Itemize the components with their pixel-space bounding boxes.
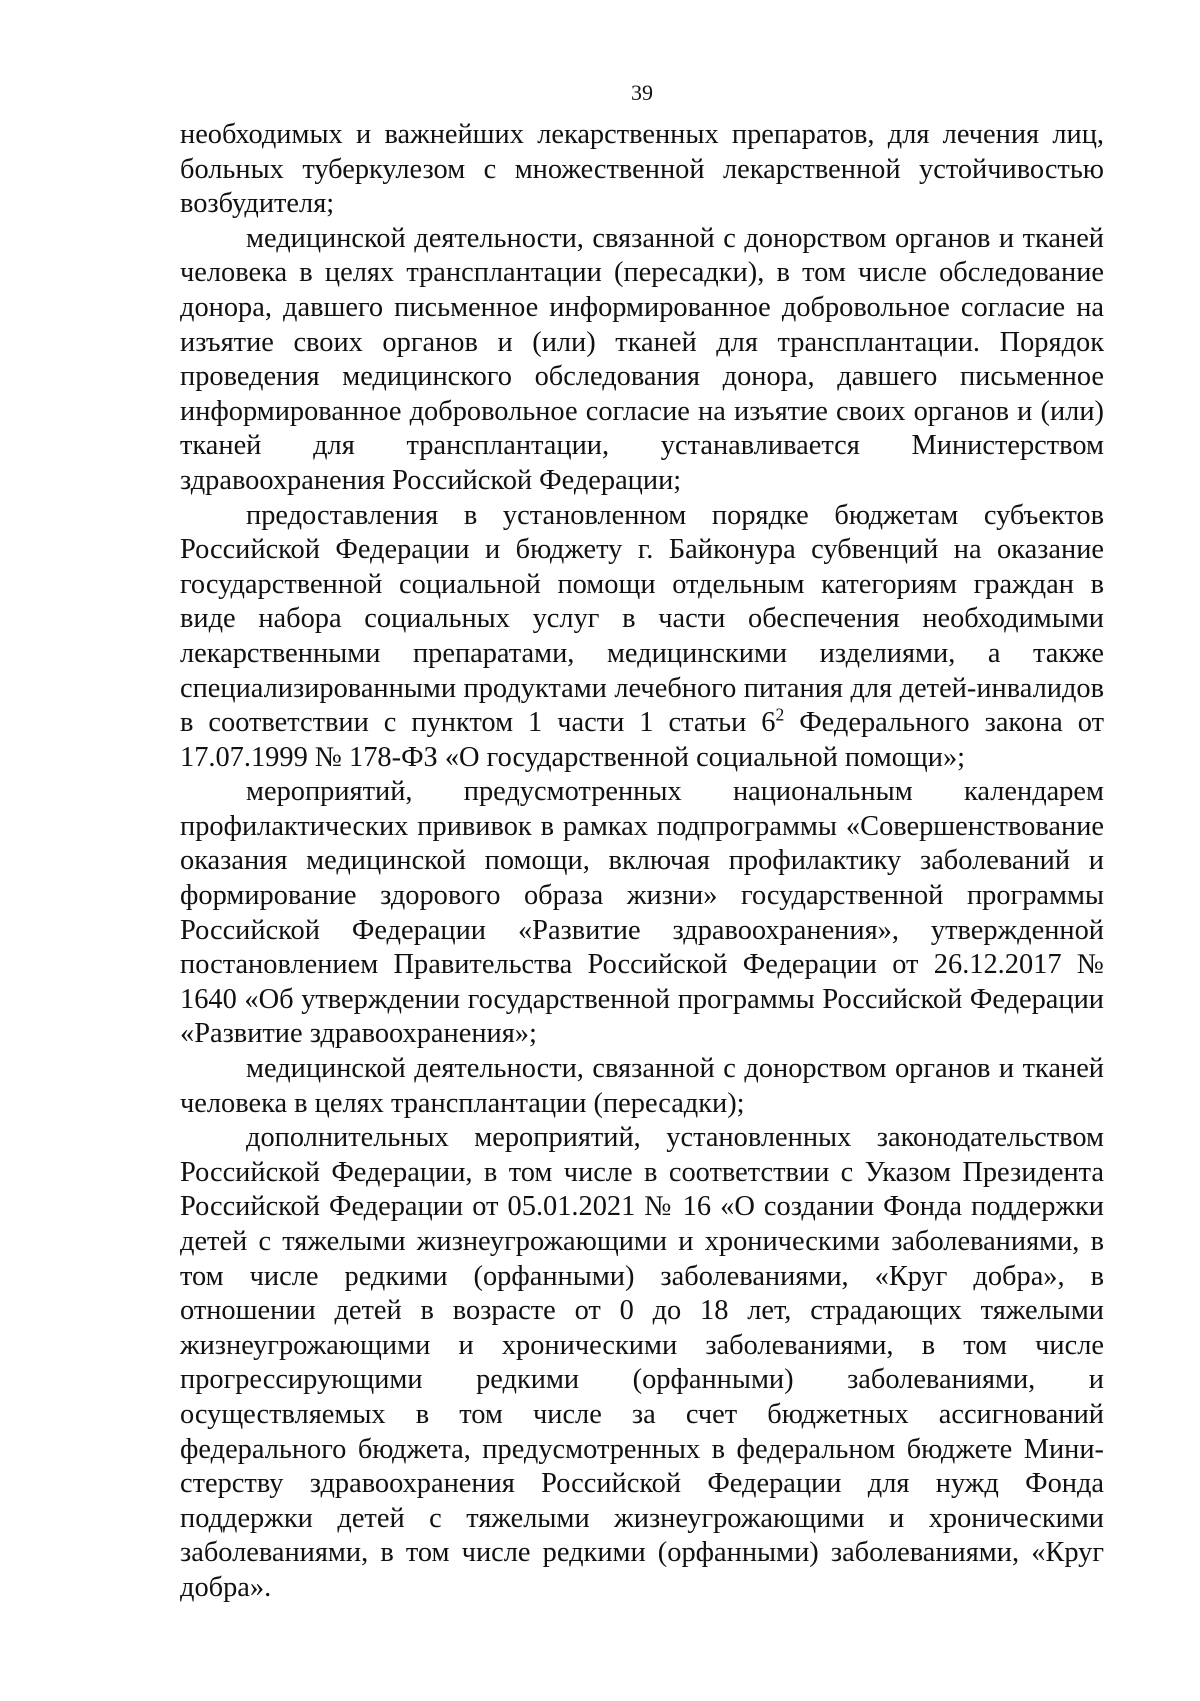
paragraph-3-text-before: предоставления в установленном порядке бюджетам субъектов Российской Федерации и бюджету г. Байконура субвенций на оказание государственной социальной помощи отдельным категориям граждан в виде набора социальных услуг в части обеспечения необходимыми лекарственными препаратами, медицинскими изделиями, а также специализированными продуктами лечебного питания для детей-инвалидов в соответствии с пунктом 1 части 1 статьи 6 [180,499,1104,739]
paragraph-1: необходимых и важнейших лекарственных препаратов, для лечения лиц, больных туберкулезом с множественной лекарственной устойчивостью возбудителя; [180,119,1104,220]
paragraph-3-text-after: Федерального закона от 17.07.1999 № 178-ФЗ «О государственной социальной помощи»; [180,707,1104,773]
paragraph-3 [180,499,1104,776]
paragraph-5: медицинской деятельности, связанной с донорством органов и тканей человека в целях трансплантации (пересадки); [180,1053,1104,1119]
paragraph-4: мероприятий, предусмотренных национальным календарем профилактических прививок в рамках подпрограммы «Совершенствование оказания медицинской помощи, включая профилактику заболеваний и формирование здорового образа жизни» государственной программы Российской Федерации «Развитие здравоохранения», утвержденной постановлением Правительства Российской Федерации от 26.12.2017 № 1640 «Об утверждении государственной программы Российской Федерации «Развитие здравоохранения»; [180,776,1104,1050]
paragraph-2: медицинской деятельности, связанной с донорством органов и тканей человека в целях трансплантации (пересадки), в том числе обследование донора, давшего письменное информированное добровольное согласие на изъятие своих органов и (или) тканей для трансплантации. Порядок проведения медицинского обследования донора, давшего письменное информированное добровольное согласие на изъятие своих органов и (или) тканей для трансплантации, устанавливается Министерством здравоохранения Российской Федерации; [180,222,1104,496]
page-number: 39 [631,80,653,105]
paragraph-3-superscript: 2 [775,704,785,725]
paragraph-6: дополнительных мероприятий, установленных законодательством Российской Федерации, в том числе в соответствии с Указом Президента Российской Федерации от 05.01.2021 № 16 «О создании Фонда поддержки детей с тяжелыми жизнеугрожающими и хроническими заболеваниями, в том числе редкими (орфанными) заболеваниями, «Круг добра», в отношении детей в возрасте от 0 до 18 лет, страдающих тяжелыми жизнеугрожающими и хроническими заболеваниями, в том числе прогрессирующими редкими (орфанными) заболеваниями, и осуществляемых в том числе за счет бюджетных ассигнований федерального бюджета, предусмотренных в федеральном бюджете Министерству здравоохранения Российской Федерации для нужд Фонда поддержки детей с тяжелыми жизнеугрожающими и хроническими заболеваниями, в том числе редкими (орфанными) заболеваниями, «Круг добра». [180,1122,1104,1603]
